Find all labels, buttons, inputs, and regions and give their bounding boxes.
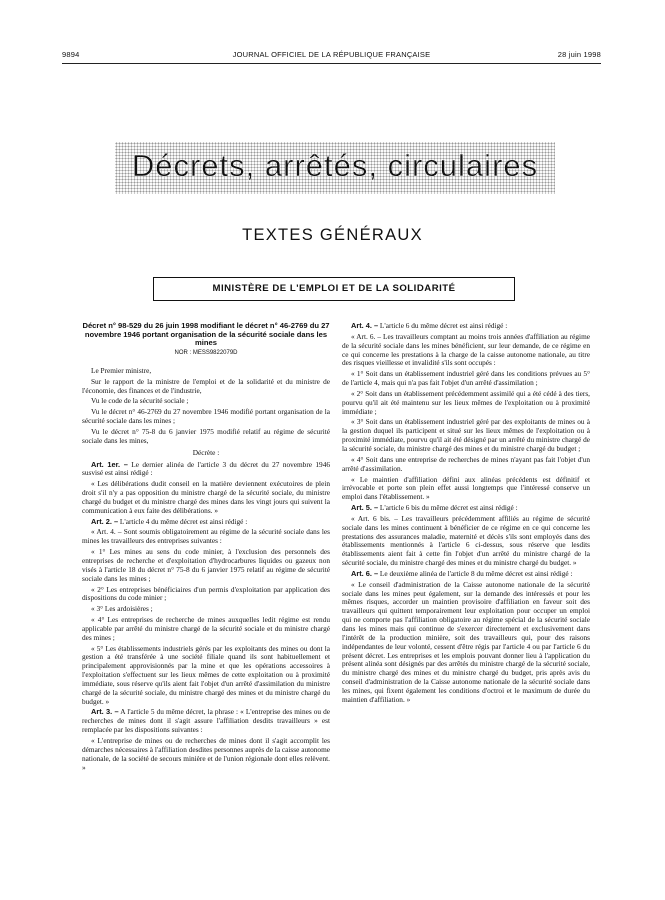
paragraph-text: Vu le décret n° 75-8 du 6 janvier 1975 modifié relatif au régime de sécurité sociale dans les mines, xyxy=(82,427,330,445)
paragraph xyxy=(82,586,330,604)
paragraph xyxy=(82,461,330,479)
ministry-box: MINISTÈRE DE L'EMPLOI ET DE LA SOLIDARITÉ xyxy=(153,277,515,301)
paragraph-text: « Le conseil d'administration de la Caisse autonome nationale de la sécurité sociale dans les mines peut également, sur la demande des intéressés et pour les mêmes risques, accorder un maintien provisoire d'affiliation en faveur soit des travailleurs qui quittent temporairement leur exploitation pour occuper un emploi qui ne comporte pas l'affiliation obligatoire au régime spécial de la sécurité sociale dans les mines mais qui continue de s'exercer directement et exclusivement dans l'intérêt de la production minière, soit des travailleurs qui, pour des raisons indépendantes de leur volonté, cessent d'être régis par l'article 4 ou par l'article 6 du présent décret. Les entreprises et les emplois pouvant donner lieu à l'application du présent alinéa sont désignés par des arrêtés du ministre chargé de la sécurité sociale, du ministre chargé des mines et du ministre chargé du budget, pris après avis du conseil d'administration de la Caisse autonome nationale de la sécurité sociale dans les mines, qui fixent également les conditions d'octroi et le maximum de durée du maintien d'affiliation. » xyxy=(342,579,590,704)
paragraph-text: L'article 4 du même décret est ainsi rédigé : xyxy=(118,516,248,526)
paragraph xyxy=(82,528,330,546)
page-number: 9894 xyxy=(62,50,80,59)
running-header xyxy=(62,50,601,62)
article-label: Art. 3. – xyxy=(91,707,119,717)
paragraph xyxy=(342,322,590,331)
paragraph-text: « 4° Les entreprises de recherche de mines auxquelles ledit régime est rendu applicable par arrêté du ministre chargé de la sécurité sociale et du ministre chargé des mines ; xyxy=(82,615,330,642)
header-rule xyxy=(62,63,601,64)
paragraph-text: « 4° Soit dans une entreprise de recherches de mines n'ayant pas fait l'objet d'un arrêté d'assimilation. xyxy=(342,454,590,473)
paragraph-text: Vu le décret n° 46-2769 du 27 novembre 1946 modifié portant organisation de la sécurité sociale dans les mines ; xyxy=(82,407,330,426)
paragraph-text: Le deuxième alinéa de l'article 8 du même décret est ainsi rédigé : xyxy=(378,568,573,578)
paragraph-text: Vu le code de la sécurité sociale ; xyxy=(91,396,189,406)
article-label: Art. 2. – xyxy=(91,516,119,526)
paragraph-text: A l'article 5 du même décret, la phrase : « L'entreprise des mines ou de recherches de mines dont il s'agit assure l'affiliation desdits travailleurs » est remplacée par les dispositions suivantes : xyxy=(82,707,331,735)
paragraph xyxy=(342,476,590,503)
paragraph xyxy=(342,504,590,513)
decree-title: Décret n° 98-529 du 26 juin 1998 modifiant le décret n° 46-2769 du 27 novembre 1946 portant organisation de la sécurité sociale dans les mines xyxy=(82,321,330,348)
left-column xyxy=(82,322,330,774)
article-label: Art. 5. – xyxy=(351,503,379,513)
paragraph-text: Le dernier alinéa de l'article 3 du décret du 27 novembre 1946 susvisé est ainsi rédigé : xyxy=(82,459,330,478)
paragraph-text: Sur le rapport de la ministre de l'emploi et de la solidarité et du ministre de l'économie, des finances et de l'industrie, xyxy=(82,376,330,395)
paragraph xyxy=(342,581,590,705)
paragraph xyxy=(82,449,330,458)
paragraph-text: Le Premier ministre, xyxy=(91,365,152,375)
paragraph xyxy=(342,370,590,388)
paragraph xyxy=(82,645,330,707)
paragraph xyxy=(82,518,330,527)
paragraph xyxy=(82,428,330,446)
paragraph-text: « 2° Les entreprises bénéficiaires d'un permis d'exploitation par application des dispositions du code minier ; xyxy=(82,584,330,603)
paragraph xyxy=(342,390,590,417)
paragraph-text: « 1° Les mines au sens du code minier, à l'exclusion des personnels des entreprises de recherche et d'exploitation d'hydrocarbures liquides ou gazeux non visés à l'article 18 du décret n° 75-8 du 6 janvier 1975 relatif au régime de sécurité sociale dans les mines ; xyxy=(82,547,330,583)
paragraph-text: « 1° Soit dans un établissement industriel géré dans les conditions prévues au 5° de l'article 4, mais qui n'a pas fait l'objet d'un arrêté d'assimilation ; xyxy=(342,369,590,388)
paragraph-text: L'article 6 bis du même décret est ainsi rédigé : xyxy=(378,503,518,513)
paragraph-text: « 2° Soit dans un établissement précédemment assimilé qui a été cédé à des tiers, pourvu qu'il ait été maintenu sur les lieux mêmes de l'exploitation ou à proximité immédiate ; xyxy=(342,388,590,416)
paragraph xyxy=(82,367,330,376)
paragraph xyxy=(82,708,330,735)
paragraph-text: « 3° Les ardoisières ; xyxy=(91,604,153,614)
category-banner-title: Décrets, arrêtés, circulaires xyxy=(131,148,539,183)
paragraph xyxy=(82,616,330,643)
paragraph xyxy=(342,418,590,453)
category-banner xyxy=(115,142,555,194)
paragraph xyxy=(82,737,330,772)
section-title: TEXTES GÉNÉRAUX xyxy=(242,226,423,244)
journal-title: JOURNAL OFFICIEL DE LA RÉPUBLIQUE FRANÇAISE xyxy=(232,50,431,59)
article-label: Art. 6. – xyxy=(351,568,379,578)
issue-date: 28 juin 1998 xyxy=(557,50,601,59)
right-paragraphs xyxy=(342,322,590,705)
paragraph-text: « Les délibérations dudit conseil en la matière deviennent exécutoires de plein droit s'il n'y a pas opposition du ministre chargé de la sécurité sociale, du ministre chargé du budget et du ministre chargé des mines dans les vingt jours qui suivent la communication à eux faite des délibérations. » xyxy=(82,479,330,515)
paragraph-text: « 3° Soit dans un établissement industriel géré par des exploitants de mines ou à la gestion duquel ils participent et situé sur les lieux mêmes de l'exploitation ou à proximité immédiate, pourvu qu'il ait été désigné par un arrêté du ministre chargé de la sécurité sociale, du ministre chargé des mines et du ministre chargé du budget ; xyxy=(342,417,590,453)
paragraph xyxy=(82,397,330,406)
paragraph xyxy=(82,480,330,515)
left-paragraphs xyxy=(82,367,330,772)
paragraph xyxy=(342,456,590,474)
paragraph-text: L'article 6 du même décret est ainsi rédigé : xyxy=(378,321,508,330)
paragraph xyxy=(82,378,330,396)
paragraph-text: « Art. 4. – Sont soumis obligatoirement au régime de la sécurité sociale dans les mines les travailleurs des entreprises suivantes : xyxy=(82,527,330,546)
paragraph xyxy=(82,548,330,583)
article-label: Art. 4. – xyxy=(351,321,379,330)
decree-nor: NOR : MESS9822079D xyxy=(174,350,238,357)
paragraph xyxy=(82,605,330,614)
paragraph xyxy=(82,408,330,426)
paragraph-text: « Art. 6. – Les travailleurs comptant au moins trois années d'affiliation au régime de la sécurité sociale dans les mines bénéficient, sur leur demande, de ce régime en ce qui concerne les prestations à la charge de la caisse autonome nationale, au titre des risques vieillesse et invalidité s'ils sont occupés : xyxy=(342,331,590,368)
paragraph-text: « Le maintien d'affiliation défini aux alinéas précédents est définitif et irrévocable et porte son plein effet aussi longtemps que l'intéressé conserve un emploi dans l'établissement. » xyxy=(342,474,590,502)
paragraph xyxy=(342,333,590,368)
paragraph-text: « Art. 6 bis. – Les travailleurs précédemment affiliés au régime de sécurité sociale dans les mines continuent à bénéficier de ce régime en ce qui concerne les prestations des assurances maladie, maternité et décès s'ils sont employés dans des établissements mentionnés à l'article 6 ci-dessus, sous réserve que lesdits établissements aient fait à cette fin l'objet d'un arrêté du ministre chargé de la sécurité sociale, du ministre chargé des mines et du ministre chargé du budget. » xyxy=(342,513,590,568)
paragraph-text: « L'entreprise de mines ou de recherches de mines dont il s'agit accomplit les démarches nécessaires à l'affiliation desdites personnes auprès de la caisse autonome nationale, de la société de secours minière et de l'union régionale dont elles relèvent. » xyxy=(82,736,330,772)
paragraph xyxy=(342,515,590,568)
right-column xyxy=(342,322,590,707)
paragraph-text: « 5° Les établissements industriels gérés par les exploitants des mines ou dont la gestion a été transférée à une société filiale quand ils sont habituellement et principalement approvisionnés par la mine et que les opérations accessoires à l'exploitation s'effectuent sur les lieux mêmes de cette exploitation ou à proximité immédiate, sous réserve qu'ils aient fait l'objet d'un arrêté d'assimilation du ministre chargé de la sécurité sociale, du ministre chargé des mines et du ministre chargé du budget. » xyxy=(82,643,330,706)
paragraph-text: Décrète : xyxy=(192,447,220,457)
article-label: Art. 1er. – xyxy=(91,459,128,469)
paragraph xyxy=(342,570,590,579)
